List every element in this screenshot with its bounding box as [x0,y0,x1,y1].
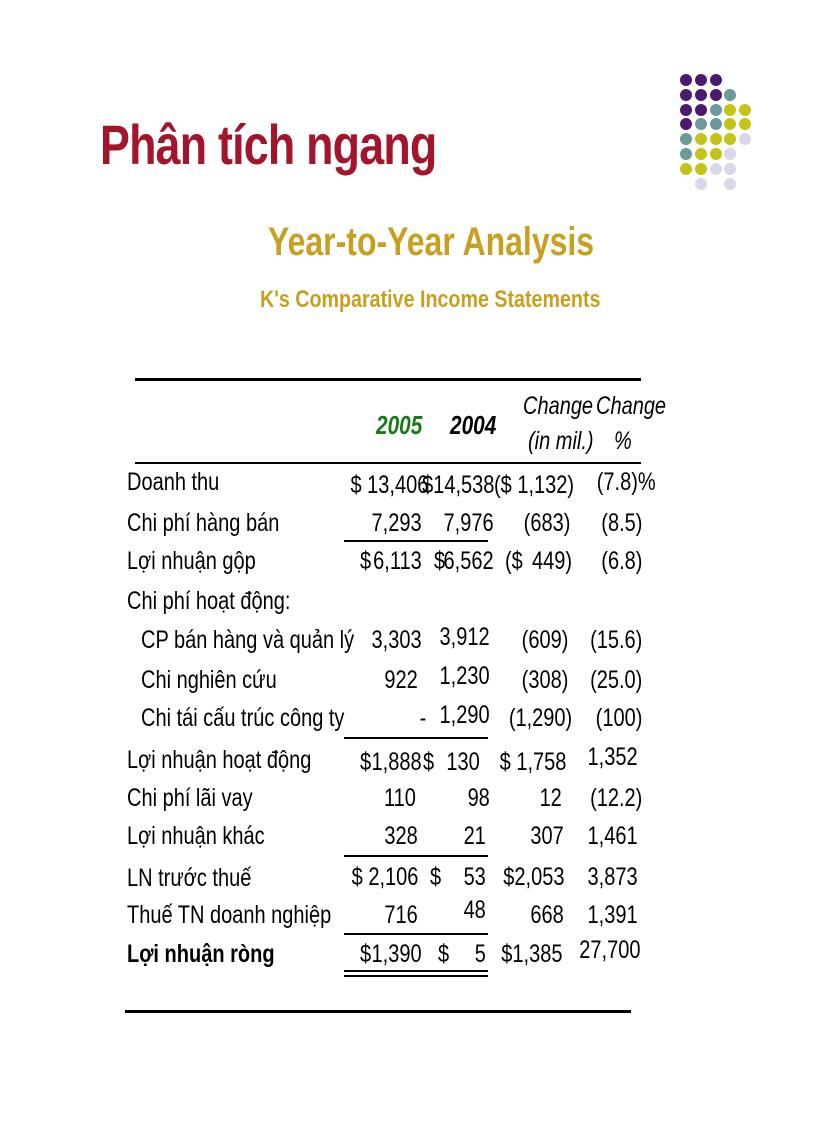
currency-2004: $ [430,863,442,891]
top-rule [135,378,641,381]
row-label: Lợi nhuận khác [127,822,265,850]
decorative-dot [724,178,736,190]
decorative-dot [739,104,751,116]
double-underline-top [344,970,488,972]
header-change-pct-line1: Change [596,392,667,420]
row-label: Chi phí hoạt động: [127,587,291,615]
value-2005: 1,888 [371,748,422,776]
value-2004: 130 [446,748,480,776]
value-pct: (15.6) [589,626,642,654]
decorative-dot [739,133,751,145]
row-label: Lợi nhuận ròng [127,940,275,968]
section-subtitle: Year-to-Year Analysis [268,220,595,264]
value-2004: 48 [463,896,486,924]
value-2004: 1,290 [439,701,490,729]
decorative-dot [695,133,707,145]
decorative-dot [724,118,736,130]
decorative-dot [680,104,692,116]
decorative-dot [680,133,692,145]
value-2005: $ 13,406 [350,471,428,499]
value-2004: $14,538 [421,471,494,499]
value-change: 12 [539,784,562,812]
decorative-dot [710,148,722,160]
value-pct: (12.2) [589,784,642,812]
decorative-dot [710,74,722,86]
value-change: (1,290) [508,704,572,732]
currency-2005: $ [360,748,372,776]
decorative-dot [710,118,722,130]
value-pct: 27,700 [578,936,640,964]
value-pct: (7.8)% [597,468,656,496]
currency-2005: $ [360,940,372,968]
decorative-dot [724,163,736,175]
table-caption: K's Comparative Income Statements [260,286,601,313]
value-2005: 716 [384,901,418,929]
subtotal-line [344,737,488,739]
decorative-dot [710,89,722,101]
decorative-dot [710,133,722,145]
value-pct: 1,461 [587,822,638,850]
value-change: (308) [521,666,568,694]
row-label: Chi phí lãi vay [127,784,253,812]
value-pct: 3,873 [587,863,638,891]
decorative-dot [724,148,736,160]
bottom-rule [125,1010,631,1013]
row-label: Chi nghiên cứu [141,666,277,694]
currency-2004: $ [438,940,450,968]
decorative-dot [695,148,707,160]
decorative-dot [680,148,692,160]
value-change: (683) [523,509,570,537]
decorative-dot [695,163,707,175]
decorative-dot [724,104,736,116]
row-label: Lợi nhuận hoạt động [127,746,312,774]
value-2004: 1,230 [439,662,490,690]
value-2005: 922 [384,666,418,694]
value-change: ($ 1,132) [493,471,574,499]
value-2004: 21 [463,822,486,850]
currency-2005: $ [360,547,372,575]
currency-2004: $ [423,748,435,776]
page-title: Phân tích ngang [100,113,437,176]
row-label: Chi phí hàng bán [127,509,280,537]
decorative-dot [710,163,722,175]
decorative-dot [710,104,722,116]
value-2005: - [419,704,426,732]
value-2005: $ 2,106 [351,863,418,891]
decorative-dot [680,163,692,175]
header-underline [135,462,641,464]
subtotal-line [344,855,488,857]
currency-change: ($ [505,547,523,575]
decorative-dot [724,89,736,101]
value-pct: (25.0) [589,666,642,694]
row-label: Chi tái cấu trúc công ty [141,704,345,732]
row-label: Doanh thu [127,468,220,496]
value-2005: 328 [384,822,418,850]
value-2004: 98 [467,784,490,812]
decorative-dot [724,133,736,145]
value-pct: 1,391 [587,901,638,929]
value-2004: 7,976 [443,509,494,537]
row-label: LN trước thuế [127,864,252,892]
subtotal-line [344,933,488,935]
value-change: 668 [530,901,564,929]
decorative-dot [695,104,707,116]
header-change-mil-line1: Change [523,392,594,420]
value-2005: 1,390 [371,940,422,968]
header-change-mil-line2: (in mil.) [528,427,594,455]
value-2005: 3,303 [371,626,422,654]
value-pct: (100) [595,704,642,732]
value-2004: 6,562 [443,547,494,575]
decorative-dot [680,118,692,130]
value-2005: 110 [384,784,416,812]
decorative-dot [695,74,707,86]
header-change-pct-line2: % [614,427,632,455]
row-label: CP bán hàng và quản lý [141,626,355,654]
value-2005: 6,113 [373,547,422,575]
value-2004: 5 [474,940,486,968]
value-2005: 7,293 [371,509,422,537]
header-2005: 2005 [376,410,423,440]
value-change: $2,053 [502,863,564,891]
value-change: (609) [521,626,568,654]
value-change: $ 1,758 [499,748,566,776]
value-change: 449) [531,547,572,575]
decorative-dot [739,118,751,130]
row-label: Lợi nhuận gộp [127,547,256,575]
value-2004: 53 [463,863,486,891]
subtotal-line [344,540,488,542]
value-pct: (6.8) [600,547,642,575]
decorative-dot [695,178,707,190]
double-underline-bottom [344,975,488,977]
currency-2004: $ [434,547,446,575]
header-2004: 2004 [450,410,497,440]
value-change: 307 [530,822,564,850]
decorative-dot [680,89,692,101]
value-pct: 1,352 [587,743,638,771]
value-pct: (8.5) [600,509,642,537]
decorative-dot [695,89,707,101]
decorative-dot [695,118,707,130]
row-label: Thuế TN doanh nghiệp [127,901,332,929]
value-2004: 3,912 [439,623,490,651]
value-change: $1,385 [500,940,562,968]
decorative-dot [680,74,692,86]
